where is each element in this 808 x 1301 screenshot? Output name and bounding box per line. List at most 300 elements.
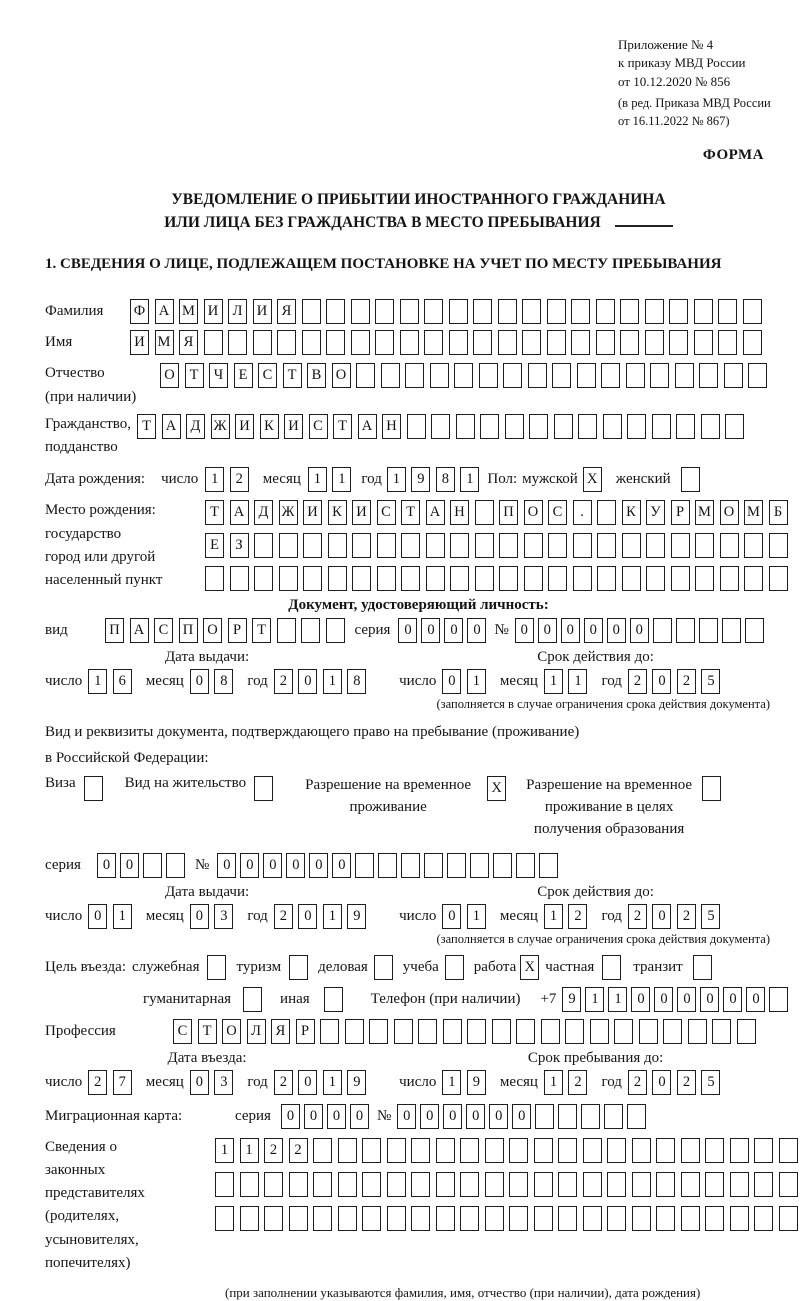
char-box[interactable] bbox=[362, 1206, 381, 1231]
char-box[interactable]: 0 bbox=[466, 1104, 485, 1129]
char-box[interactable] bbox=[529, 414, 548, 439]
char-box[interactable]: 2 bbox=[289, 1138, 308, 1163]
char-box[interactable]: А bbox=[358, 414, 377, 439]
char-box[interactable] bbox=[356, 363, 375, 388]
char-box[interactable]: 0 bbox=[88, 904, 107, 929]
char-box[interactable]: 2 bbox=[628, 904, 647, 929]
char-box[interactable]: Ч bbox=[209, 363, 228, 388]
char-box[interactable] bbox=[355, 853, 374, 878]
char-box[interactable] bbox=[362, 1138, 381, 1163]
char-box[interactable]: 0 bbox=[398, 618, 417, 643]
char-box[interactable]: Д bbox=[254, 500, 273, 525]
char-box[interactable] bbox=[632, 1138, 651, 1163]
char-box[interactable] bbox=[571, 330, 590, 355]
char-box[interactable] bbox=[539, 853, 558, 878]
char-box[interactable] bbox=[443, 1019, 462, 1044]
char-box[interactable] bbox=[228, 330, 247, 355]
char-box[interactable]: С bbox=[154, 618, 173, 643]
char-box[interactable]: Р bbox=[228, 618, 247, 643]
char-box[interactable]: М bbox=[744, 500, 763, 525]
char-box[interactable]: О bbox=[203, 618, 222, 643]
char-box[interactable] bbox=[215, 1172, 234, 1197]
char-box[interactable]: 1 bbox=[568, 669, 587, 694]
char-box[interactable] bbox=[492, 1019, 511, 1044]
char-box[interactable] bbox=[626, 363, 645, 388]
char-box[interactable] bbox=[326, 330, 345, 355]
char-box[interactable]: Т bbox=[198, 1019, 217, 1044]
char-box[interactable] bbox=[362, 1172, 381, 1197]
char-box[interactable] bbox=[516, 853, 535, 878]
char-box[interactable] bbox=[663, 1019, 682, 1044]
char-box[interactable]: 0 bbox=[723, 987, 742, 1012]
char-box[interactable]: И bbox=[204, 299, 223, 324]
char-box[interactable] bbox=[381, 363, 400, 388]
char-box[interactable] bbox=[669, 299, 688, 324]
checkbox[interactable] bbox=[207, 955, 226, 980]
char-box[interactable] bbox=[737, 1019, 756, 1044]
char-box[interactable] bbox=[705, 1138, 724, 1163]
char-box[interactable]: 3 bbox=[214, 904, 233, 929]
char-box[interactable]: О bbox=[720, 500, 739, 525]
char-box[interactable]: 0 bbox=[97, 853, 116, 878]
char-box[interactable]: Л bbox=[247, 1019, 266, 1044]
char-box[interactable] bbox=[652, 414, 671, 439]
char-box[interactable] bbox=[277, 330, 296, 355]
char-box[interactable]: А bbox=[155, 299, 174, 324]
char-box[interactable]: 0 bbox=[298, 904, 317, 929]
char-box[interactable]: Л bbox=[228, 299, 247, 324]
char-box[interactable] bbox=[253, 330, 272, 355]
char-box[interactable]: П bbox=[499, 500, 518, 525]
char-box[interactable] bbox=[603, 414, 622, 439]
char-box[interactable]: 0 bbox=[512, 1104, 531, 1129]
char-box[interactable]: Е bbox=[205, 533, 224, 558]
char-box[interactable] bbox=[516, 1019, 535, 1044]
char-box[interactable]: В bbox=[307, 363, 326, 388]
char-box[interactable] bbox=[264, 1172, 283, 1197]
char-box[interactable] bbox=[401, 853, 420, 878]
char-box[interactable] bbox=[718, 299, 737, 324]
char-box[interactable] bbox=[424, 853, 443, 878]
char-box[interactable] bbox=[744, 533, 763, 558]
char-box[interactable]: 0 bbox=[630, 618, 649, 643]
char-box[interactable] bbox=[743, 330, 762, 355]
checkbox[interactable] bbox=[445, 955, 464, 980]
char-box[interactable] bbox=[426, 533, 445, 558]
char-box[interactable] bbox=[387, 1172, 406, 1197]
char-box[interactable] bbox=[485, 1206, 504, 1231]
char-box[interactable]: И bbox=[253, 299, 272, 324]
char-box[interactable] bbox=[352, 533, 371, 558]
char-box[interactable] bbox=[699, 363, 718, 388]
char-box[interactable] bbox=[436, 1138, 455, 1163]
char-box[interactable] bbox=[387, 1138, 406, 1163]
char-box[interactable] bbox=[264, 1206, 283, 1231]
char-box[interactable]: 0 bbox=[304, 1104, 323, 1129]
char-box[interactable] bbox=[695, 533, 714, 558]
char-box[interactable] bbox=[730, 1206, 749, 1231]
char-box[interactable]: 0 bbox=[652, 1070, 671, 1095]
char-box[interactable] bbox=[436, 1206, 455, 1231]
char-box[interactable]: 5 bbox=[701, 1070, 720, 1095]
char-box[interactable] bbox=[394, 1019, 413, 1044]
checkbox[interactable] bbox=[289, 955, 308, 980]
char-box[interactable] bbox=[338, 1172, 357, 1197]
char-box[interactable] bbox=[328, 566, 347, 591]
char-box[interactable] bbox=[430, 363, 449, 388]
char-box[interactable] bbox=[571, 299, 590, 324]
char-box[interactable] bbox=[581, 1104, 600, 1129]
char-box[interactable] bbox=[558, 1172, 577, 1197]
char-box[interactable]: 1 bbox=[205, 467, 224, 492]
char-box[interactable] bbox=[607, 1172, 626, 1197]
char-box[interactable] bbox=[590, 1019, 609, 1044]
char-box[interactable] bbox=[622, 566, 641, 591]
char-box[interactable]: 0 bbox=[120, 853, 139, 878]
char-box[interactable] bbox=[694, 299, 713, 324]
char-box[interactable] bbox=[614, 1019, 633, 1044]
char-box[interactable]: 0 bbox=[584, 618, 603, 643]
char-box[interactable] bbox=[450, 533, 469, 558]
char-box[interactable]: 2 bbox=[677, 904, 696, 929]
char-box[interactable]: Т bbox=[137, 414, 156, 439]
char-box[interactable]: Т bbox=[185, 363, 204, 388]
char-box[interactable] bbox=[301, 618, 320, 643]
char-box[interactable]: М bbox=[179, 299, 198, 324]
char-box[interactable]: 5 bbox=[701, 669, 720, 694]
char-box[interactable]: 6 bbox=[113, 669, 132, 694]
char-box[interactable] bbox=[352, 566, 371, 591]
char-box[interactable]: 2 bbox=[568, 1070, 587, 1095]
char-box[interactable] bbox=[254, 533, 273, 558]
char-box[interactable] bbox=[401, 566, 420, 591]
char-box[interactable] bbox=[620, 299, 639, 324]
char-box[interactable] bbox=[460, 1138, 479, 1163]
char-box[interactable] bbox=[498, 330, 517, 355]
char-box[interactable]: Н bbox=[382, 414, 401, 439]
char-box[interactable]: 1 bbox=[240, 1138, 259, 1163]
char-box[interactable] bbox=[535, 1104, 554, 1129]
char-box[interactable] bbox=[534, 1172, 553, 1197]
char-box[interactable] bbox=[351, 330, 370, 355]
char-box[interactable]: 0 bbox=[442, 904, 461, 929]
checkbox[interactable] bbox=[693, 955, 712, 980]
char-box[interactable] bbox=[411, 1138, 430, 1163]
char-box[interactable] bbox=[377, 566, 396, 591]
char-box[interactable] bbox=[745, 618, 764, 643]
char-box[interactable]: Ж bbox=[211, 414, 230, 439]
char-box[interactable] bbox=[524, 533, 543, 558]
char-box[interactable] bbox=[712, 1019, 731, 1044]
char-box[interactable]: 2 bbox=[628, 669, 647, 694]
char-box[interactable] bbox=[378, 853, 397, 878]
char-box[interactable]: А bbox=[426, 500, 445, 525]
char-box[interactable] bbox=[326, 299, 345, 324]
char-box[interactable] bbox=[730, 1172, 749, 1197]
char-box[interactable] bbox=[627, 414, 646, 439]
char-box[interactable]: 1 bbox=[442, 1070, 461, 1095]
char-box[interactable] bbox=[779, 1206, 798, 1231]
char-box[interactable] bbox=[230, 566, 249, 591]
char-box[interactable]: О bbox=[160, 363, 179, 388]
char-box[interactable] bbox=[705, 1172, 724, 1197]
char-box[interactable] bbox=[671, 533, 690, 558]
char-box[interactable]: 0 bbox=[700, 987, 719, 1012]
char-box[interactable] bbox=[724, 363, 743, 388]
char-box[interactable]: М bbox=[155, 330, 174, 355]
char-box[interactable] bbox=[328, 533, 347, 558]
char-box[interactable]: К bbox=[260, 414, 279, 439]
char-box[interactable] bbox=[558, 1138, 577, 1163]
char-box[interactable] bbox=[369, 1019, 388, 1044]
char-box[interactable]: 1 bbox=[113, 904, 132, 929]
char-box[interactable] bbox=[573, 533, 592, 558]
checkbox[interactable] bbox=[254, 776, 273, 801]
char-box[interactable]: У bbox=[646, 500, 665, 525]
char-box[interactable] bbox=[548, 533, 567, 558]
char-box[interactable]: 0 bbox=[421, 618, 440, 643]
char-box[interactable] bbox=[460, 1172, 479, 1197]
char-box[interactable]: 1 bbox=[467, 669, 486, 694]
char-box[interactable]: И bbox=[130, 330, 149, 355]
char-box[interactable] bbox=[597, 500, 616, 525]
char-box[interactable] bbox=[671, 566, 690, 591]
char-box[interactable] bbox=[720, 533, 739, 558]
char-box[interactable] bbox=[528, 363, 547, 388]
char-box[interactable] bbox=[604, 1104, 623, 1129]
checkbox[interactable]: X bbox=[487, 776, 506, 801]
char-box[interactable] bbox=[279, 566, 298, 591]
checkbox[interactable] bbox=[681, 467, 700, 492]
char-box[interactable]: 2 bbox=[264, 1138, 283, 1163]
char-box[interactable]: 9 bbox=[411, 467, 430, 492]
char-box[interactable]: 0 bbox=[420, 1104, 439, 1129]
char-box[interactable]: 0 bbox=[309, 853, 328, 878]
char-box[interactable]: 0 bbox=[677, 987, 696, 1012]
char-box[interactable]: 8 bbox=[347, 669, 366, 694]
char-box[interactable]: 0 bbox=[286, 853, 305, 878]
char-box[interactable] bbox=[503, 363, 522, 388]
char-box[interactable] bbox=[722, 618, 741, 643]
char-box[interactable] bbox=[303, 533, 322, 558]
char-box[interactable]: Т bbox=[252, 618, 271, 643]
char-box[interactable] bbox=[583, 1206, 602, 1231]
char-box[interactable]: 0 bbox=[263, 853, 282, 878]
char-box[interactable]: 2 bbox=[274, 669, 293, 694]
char-box[interactable] bbox=[769, 566, 788, 591]
char-box[interactable]: 0 bbox=[444, 618, 463, 643]
char-box[interactable]: 1 bbox=[215, 1138, 234, 1163]
char-box[interactable] bbox=[454, 363, 473, 388]
char-box[interactable] bbox=[524, 566, 543, 591]
char-box[interactable]: 2 bbox=[88, 1070, 107, 1095]
char-box[interactable] bbox=[411, 1206, 430, 1231]
char-box[interactable]: 1 bbox=[323, 669, 342, 694]
char-box[interactable] bbox=[485, 1172, 504, 1197]
char-box[interactable] bbox=[313, 1138, 332, 1163]
char-box[interactable]: 0 bbox=[397, 1104, 416, 1129]
char-box[interactable]: 0 bbox=[746, 987, 765, 1012]
char-box[interactable] bbox=[509, 1172, 528, 1197]
char-box[interactable] bbox=[596, 330, 615, 355]
char-box[interactable] bbox=[565, 1019, 584, 1044]
char-box[interactable] bbox=[411, 1172, 430, 1197]
char-box[interactable] bbox=[701, 414, 720, 439]
char-box[interactable]: 1 bbox=[88, 669, 107, 694]
char-box[interactable] bbox=[426, 566, 445, 591]
char-box[interactable]: . bbox=[573, 500, 592, 525]
char-box[interactable] bbox=[650, 363, 669, 388]
char-box[interactable] bbox=[505, 414, 524, 439]
char-box[interactable]: 0 bbox=[217, 853, 236, 878]
char-box[interactable]: Д bbox=[186, 414, 205, 439]
char-box[interactable] bbox=[656, 1206, 675, 1231]
char-box[interactable] bbox=[645, 299, 664, 324]
char-box[interactable] bbox=[493, 853, 512, 878]
char-box[interactable]: 1 bbox=[323, 1070, 342, 1095]
char-box[interactable]: Р bbox=[296, 1019, 315, 1044]
char-box[interactable] bbox=[596, 299, 615, 324]
char-box[interactable]: Т bbox=[333, 414, 352, 439]
char-box[interactable] bbox=[534, 1138, 553, 1163]
char-box[interactable]: 1 bbox=[544, 669, 563, 694]
char-box[interactable] bbox=[450, 566, 469, 591]
char-box[interactable] bbox=[779, 1172, 798, 1197]
char-box[interactable]: О bbox=[332, 363, 351, 388]
char-box[interactable] bbox=[681, 1138, 700, 1163]
char-box[interactable] bbox=[473, 330, 492, 355]
char-box[interactable] bbox=[387, 1206, 406, 1231]
char-box[interactable]: 2 bbox=[677, 669, 696, 694]
char-box[interactable] bbox=[143, 853, 162, 878]
char-box[interactable]: С bbox=[258, 363, 277, 388]
char-box[interactable] bbox=[475, 533, 494, 558]
char-box[interactable]: 0 bbox=[443, 1104, 462, 1129]
char-box[interactable] bbox=[627, 1104, 646, 1129]
char-box[interactable] bbox=[748, 363, 767, 388]
char-box[interactable] bbox=[646, 533, 665, 558]
char-box[interactable] bbox=[509, 1138, 528, 1163]
char-box[interactable] bbox=[645, 330, 664, 355]
char-box[interactable] bbox=[400, 330, 419, 355]
char-box[interactable] bbox=[720, 566, 739, 591]
char-box[interactable] bbox=[499, 566, 518, 591]
char-box[interactable]: С bbox=[377, 500, 396, 525]
char-box[interactable] bbox=[632, 1172, 651, 1197]
char-box[interactable]: 0 bbox=[298, 1070, 317, 1095]
char-box[interactable]: Р bbox=[671, 500, 690, 525]
char-box[interactable] bbox=[470, 853, 489, 878]
checkbox[interactable] bbox=[324, 987, 343, 1012]
char-box[interactable]: Ж bbox=[279, 500, 298, 525]
char-box[interactable]: 1 bbox=[387, 467, 406, 492]
char-box[interactable] bbox=[578, 414, 597, 439]
char-box[interactable] bbox=[656, 1172, 675, 1197]
char-box[interactable] bbox=[302, 330, 321, 355]
char-box[interactable]: 2 bbox=[230, 467, 249, 492]
char-box[interactable] bbox=[485, 1138, 504, 1163]
char-box[interactable]: О bbox=[524, 500, 543, 525]
char-box[interactable] bbox=[449, 299, 468, 324]
char-box[interactable]: К bbox=[328, 500, 347, 525]
char-box[interactable]: О bbox=[222, 1019, 241, 1044]
char-box[interactable] bbox=[522, 330, 541, 355]
checkbox[interactable] bbox=[702, 776, 721, 801]
char-box[interactable] bbox=[345, 1019, 364, 1044]
checkbox[interactable] bbox=[374, 955, 393, 980]
char-box[interactable]: М bbox=[695, 500, 714, 525]
checkbox[interactable] bbox=[602, 955, 621, 980]
char-box[interactable]: С bbox=[548, 500, 567, 525]
char-box[interactable] bbox=[456, 414, 475, 439]
char-box[interactable]: 9 bbox=[347, 1070, 366, 1095]
char-box[interactable]: П bbox=[179, 618, 198, 643]
char-box[interactable]: Я bbox=[271, 1019, 290, 1044]
char-box[interactable] bbox=[377, 533, 396, 558]
char-box[interactable]: К bbox=[622, 500, 641, 525]
char-box[interactable]: 2 bbox=[677, 1070, 696, 1095]
char-box[interactable]: 0 bbox=[332, 853, 351, 878]
char-box[interactable] bbox=[688, 1019, 707, 1044]
char-box[interactable] bbox=[405, 363, 424, 388]
checkbox[interactable]: X bbox=[583, 467, 602, 492]
char-box[interactable] bbox=[320, 1019, 339, 1044]
char-box[interactable]: 1 bbox=[467, 904, 486, 929]
char-box[interactable]: 0 bbox=[350, 1104, 369, 1129]
char-box[interactable] bbox=[424, 330, 443, 355]
char-box[interactable] bbox=[769, 987, 788, 1012]
char-box[interactable] bbox=[534, 1206, 553, 1231]
char-box[interactable]: З bbox=[230, 533, 249, 558]
char-box[interactable] bbox=[375, 330, 394, 355]
char-box[interactable] bbox=[313, 1206, 332, 1231]
char-box[interactable] bbox=[418, 1019, 437, 1044]
char-box[interactable]: 1 bbox=[323, 904, 342, 929]
char-box[interactable] bbox=[779, 1138, 798, 1163]
char-box[interactable]: 7 bbox=[113, 1070, 132, 1095]
char-box[interactable]: 1 bbox=[308, 467, 327, 492]
checkbox[interactable]: X bbox=[520, 955, 539, 980]
char-box[interactable]: 8 bbox=[436, 467, 455, 492]
char-box[interactable] bbox=[681, 1172, 700, 1197]
checkbox[interactable] bbox=[84, 776, 103, 801]
char-box[interactable]: 2 bbox=[274, 904, 293, 929]
char-box[interactable]: 0 bbox=[652, 904, 671, 929]
char-box[interactable] bbox=[240, 1172, 259, 1197]
char-box[interactable] bbox=[254, 566, 273, 591]
char-box[interactable] bbox=[769, 533, 788, 558]
char-box[interactable] bbox=[554, 414, 573, 439]
char-box[interactable]: 0 bbox=[538, 618, 557, 643]
char-box[interactable] bbox=[338, 1206, 357, 1231]
char-box[interactable] bbox=[509, 1206, 528, 1231]
char-box[interactable]: 1 bbox=[608, 987, 627, 1012]
char-box[interactable] bbox=[277, 618, 296, 643]
char-box[interactable] bbox=[754, 1172, 773, 1197]
char-box[interactable]: 1 bbox=[332, 467, 351, 492]
char-box[interactable] bbox=[601, 363, 620, 388]
char-box[interactable] bbox=[730, 1138, 749, 1163]
char-box[interactable] bbox=[475, 500, 494, 525]
char-box[interactable] bbox=[313, 1172, 332, 1197]
char-box[interactable] bbox=[479, 363, 498, 388]
char-box[interactable] bbox=[548, 566, 567, 591]
char-box[interactable]: И bbox=[235, 414, 254, 439]
char-box[interactable] bbox=[705, 1206, 724, 1231]
char-box[interactable]: 9 bbox=[347, 904, 366, 929]
char-box[interactable] bbox=[473, 299, 492, 324]
char-box[interactable] bbox=[401, 533, 420, 558]
